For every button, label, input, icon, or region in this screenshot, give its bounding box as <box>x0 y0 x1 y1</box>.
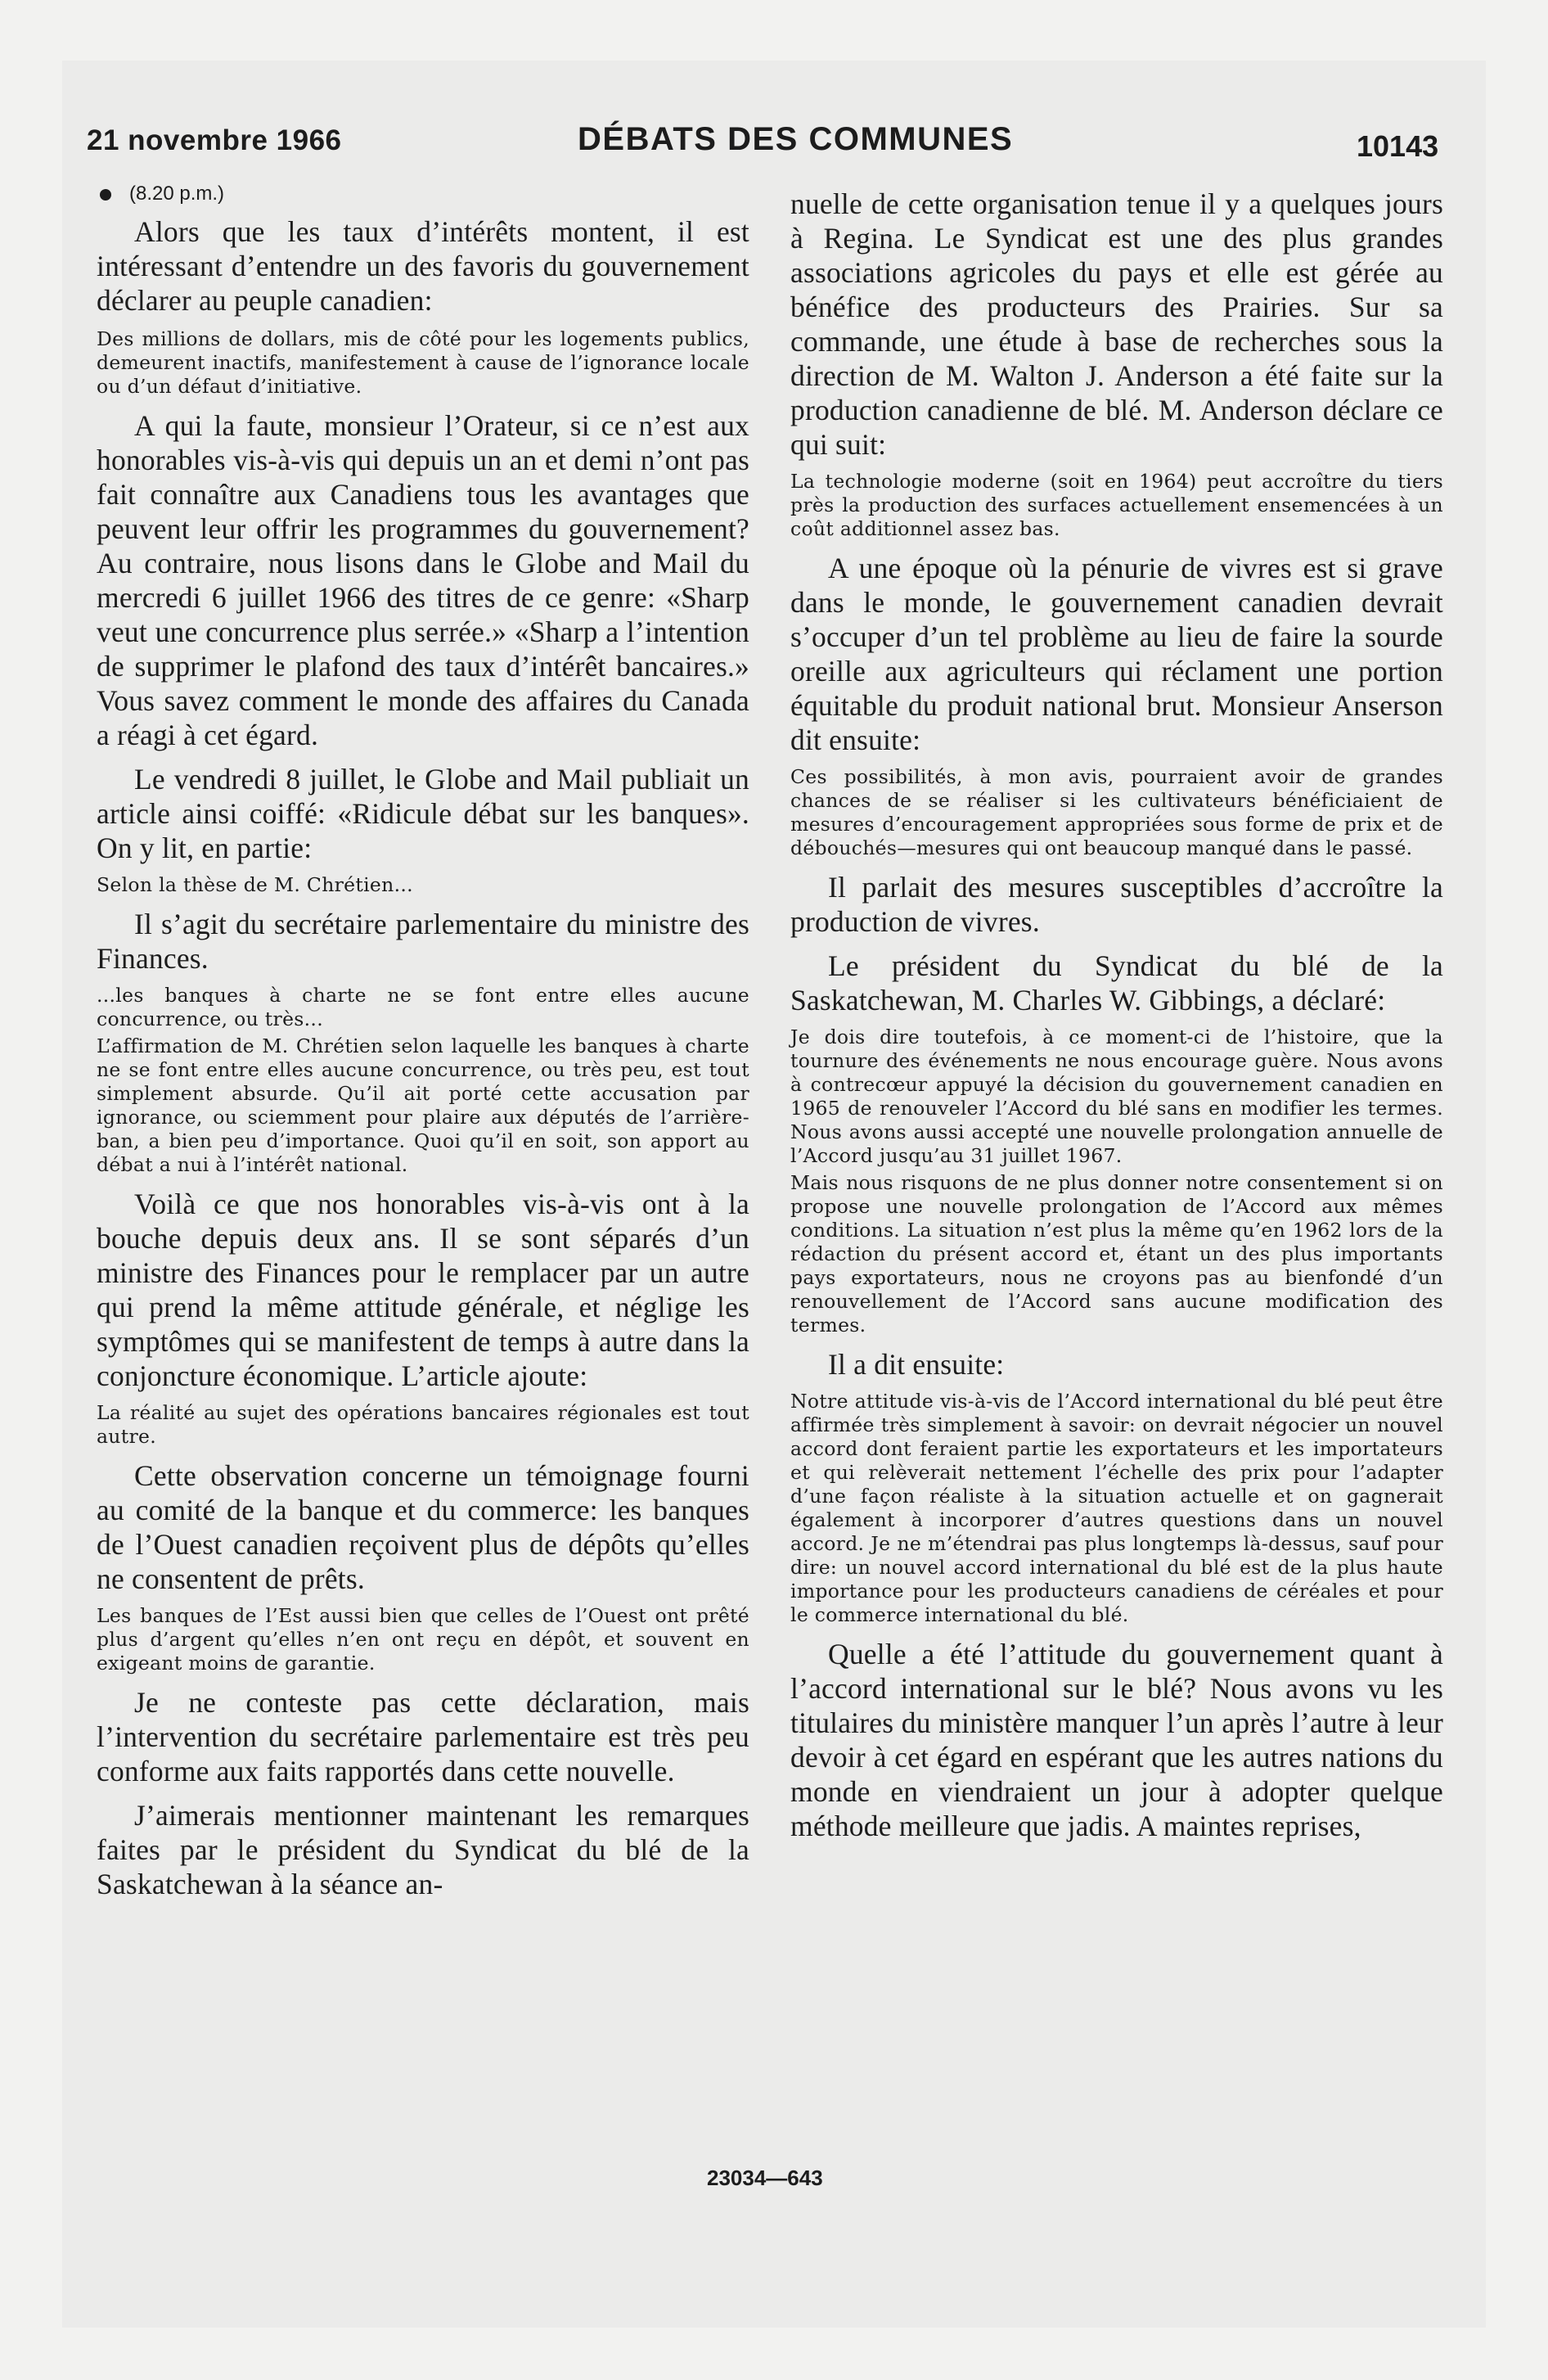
time-stamp: (8.20 p.m.) <box>129 183 225 205</box>
paragraph: Quelle a été l’attitude du gouvernement quant à l’accord international sur le blé? Nous avons vu les titulaires du ministère manquer l’un après l’autre à leur devoir à cet égard en espérant que les autres nations du monde en viendraient un jour à adopter quelque méthode meilleure que jadis. A maintes reprises, <box>790 1638 1443 1842</box>
paragraph: Je ne conteste pas cette déclaration, mais l’intervention du secrétaire parlementaire est très peu conforme aux faits rapportés dans cette nouvelle. <box>97 1686 749 1787</box>
paragraph: Alors que les taux d’intérêts montent, il est intéressant d’entendre un des favoris du gouvernement déclarer au peuple canadien: <box>97 215 749 317</box>
paragraph: Il s’agit du secrétaire parlementaire du ministre des Finances. <box>97 908 749 975</box>
paragraph: J’aimerais mentionner maintenant les remarques faites par le président du Syndicat du blé de la Saskatchewan à la séance an- <box>97 1799 749 1900</box>
quotation: Mais nous risquons de ne plus donner notre consentement si on propose une nouvelle prolongation de l’Accord aux mêmes conditions. La situation n’est plus la même qu’en 1962 lors de la rédaction du présent accord et, étant un des plus importants pays exportateurs, nous ne croyons pas au bienfondé d’un renouvellement de l’Accord sans aucune modification des termes. <box>790 1171 1443 1336</box>
right-column <box>790 187 1443 1843</box>
header-date: 21 novembre 1966 <box>87 124 342 156</box>
paragraph: A qui la faute, monsieur l’Orateur, si ce n’est aux honorables vis-à-vis qui depuis un an et demi n’ont pas fait connaître aux Canadiens tous les avantages que peuvent leur offrir les programmes du gouvernement? Au contraire, nous lisons dans le Globe and Mail du mercredi 6 juillet 1966 des titres de ce genre: «Sharp veut une concurrence plus serrée.» «Sharp a l’intention de supprimer le plafond des taux d’intérêt bancaires.» Vous savez comment le monde des affaires du Canada a réagi à cet égard. <box>97 409 749 751</box>
quotation: Les banques de l’Est aussi bien que celles de l’Ouest ont prêté plus d’argent qu’elles n’en ont reçu en dépôt, et souvent en exigeant moins de garantie. <box>97 1604 749 1675</box>
quotation: La technologie moderne (soit en 1964) peut accroître du tiers près la production des surfaces actuellement ensemencées à un coût additionnel assez bas. <box>790 470 1443 540</box>
quotation: Ces possibilités, à mon avis, pourraient avoir de grandes chances de se réaliser si les cultivateurs bénéficiaient de mesures d’encouragement appropriées sous forme de prix et de débouchés—mesures qui ont beaucoup manqué dans le passé. <box>790 765 1443 859</box>
left-column <box>97 182 749 1901</box>
paragraph: Voilà ce que nos honorables vis-à-vis ont à la bouche depuis deux ans. Il se sont séparés d’un ministre des Finances pour le remplacer par un autre qui prend la même attitude générale, et néglige les symptômes qui se manifestent de temps à autre dans la conjoncture économique. L’article ajoute: <box>97 1188 749 1392</box>
paragraph: Le vendredi 8 juillet, le Globe and Mail publiait un article ainsi coiffé: «Ridicule débat sur les banques». On y lit, en partie: <box>97 763 749 864</box>
bullet-icon <box>100 189 111 201</box>
paragraph: nuelle de cette organisation tenue il y a quelques jours à Regina. Le Syndicat est une des plus grandes associations agricoles du pays et elle est gérée au bénéfice des producteurs des Prairies. Sur sa commande, une étude à base de recherches sous la direction de M. Walton J. Anderson a été faite sur la production canadienne de blé. M. Anderson déclare ce qui suit: <box>790 187 1443 461</box>
quotation: La réalité au sujet des opérations bancaires régionales est tout autre. <box>97 1401 749 1448</box>
quotation: Des millions de dollars, mis de côté pour les logements publics, demeurent inactifs, manifestement à cause de l’ignorance locale ou d’un défaut d’initiative. <box>97 327 749 398</box>
quotation: Notre attitude vis-à-vis de l’Accord international du blé peut être affirmée très simplement à savoir: on devrait négocier un nouvel accord dont feraient partie les exportateurs et les importateurs et qui relèverait nettement l’échelle des prix pour l’adapter d’une façon réaliste à la situation actuelle et on gagnerait également à incorporer d’autres questions dans un nouvel accord. Je ne m’étendrai pas plus longtemps là-dessus, sauf pour dire: un nouvel accord international du blé est de la plus haute importance pour les producteurs canadiens de céréales et pour le commerce international du blé. <box>790 1390 1443 1626</box>
paragraph: Il parlait des mesures susceptibles d’accroître la production de vivres. <box>790 871 1443 938</box>
quotation: Je dois dire toutefois, à ce moment-ci de l’histoire, que la tournure des événements ne nous encourage guère. Nous avons à contrecœur appuyé la décision du gouvernement canadien en 1965 de renouveler l’Accord du blé sans en modifier les termes. Nous avons aussi accepté une nouvelle prolongation annuelle de l’Accord jusqu’au 31 juillet 1967. <box>790 1025 1443 1167</box>
time-marker <box>97 182 749 206</box>
footer-code: 23034—643 <box>707 2166 823 2190</box>
quotation: ...les banques à charte ne se font entre elles aucune concurrence, ou très... <box>97 984 749 1030</box>
paragraph: Le président du Syndicat du blé de la Saskatchewan, M. Charles W. Gibbings, a déclaré: <box>790 949 1443 1016</box>
header-title: DÉBATS DES COMMUNES <box>578 121 1014 157</box>
quotation: Selon la thèse de M. Chrétien... <box>97 873 413 896</box>
page-header <box>62 61 1486 167</box>
quotation: L’affirmation de M. Chrétien selon laquelle les banques à charte ne se font entre elles aucune concurrence, ou très peu, est tout simplement absurde. Qu’il ait porté cette accusation par ignorance, ou sciemment pour plaire aux députés de l’arrière-ban, a bien peu d’importance. Quoi qu’il en soit, son apport au débat a nui à l’intérêt national. <box>97 1034 749 1176</box>
header-page-number: 10143 <box>1357 129 1439 163</box>
paragraph: Il a dit ensuite: <box>828 1348 1005 1381</box>
paragraph: Cette observation concerne un témoignage fourni au comité de la banque et du commerce: les banques de l’Ouest canadien reçoivent plus de dépôts qu’elles ne consentent de prêts. <box>97 1459 749 1595</box>
paragraph: A une époque où la pénurie de vivres est si grave dans le monde, le gouvernement canadien devrait s’occuper d’un tel problème au lieu de faire la sourde oreille aux agriculteurs qui réclament une portion équitable du produit national brut. Monsieur Anserson dit ensuite: <box>790 552 1443 756</box>
